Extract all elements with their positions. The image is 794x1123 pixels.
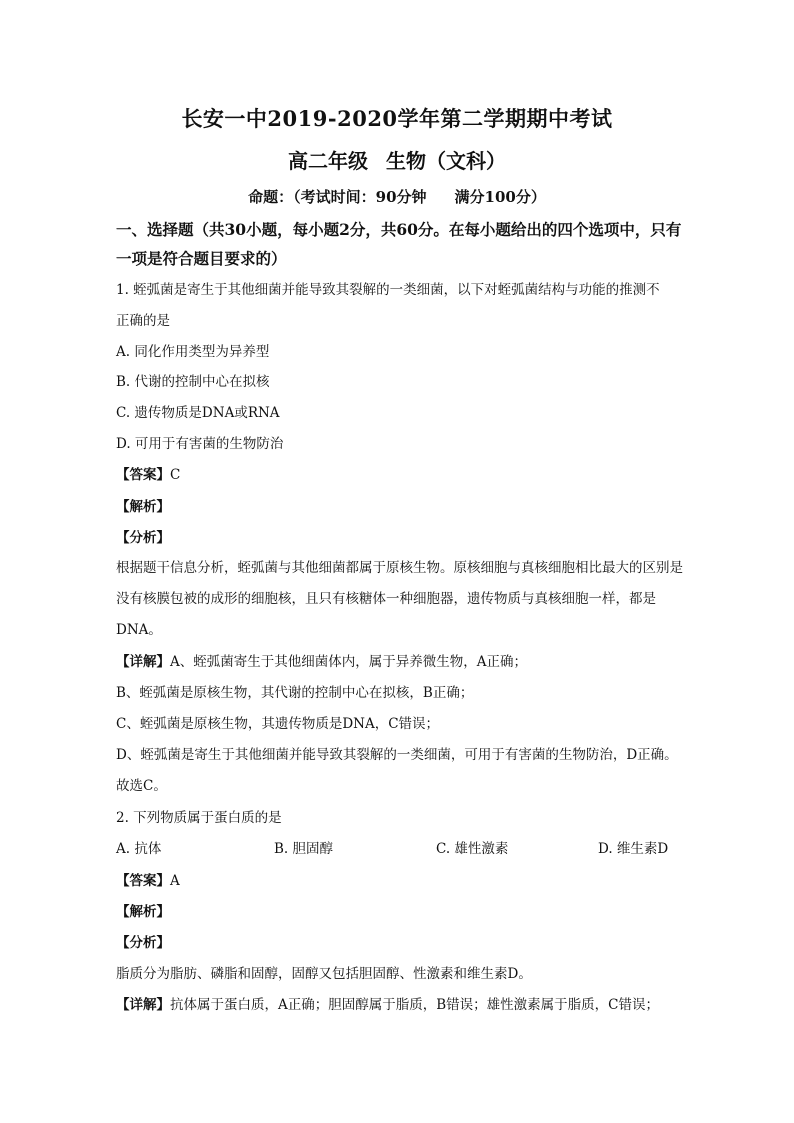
exam-score-info: 满分100分） bbox=[454, 188, 546, 206]
exam-time-info: 命题：（考试时间：90分钟 bbox=[248, 188, 427, 206]
answer-tag: 【答案】 bbox=[116, 467, 170, 483]
q1-stem-line1: 1. 蛭弧菌是寄生于其他细菌并能导致其裂解的一类细菌，以下对蛭弧菌结构与功能的推测不 bbox=[116, 282, 660, 298]
q2-option-d: D. 维生素D bbox=[598, 841, 669, 857]
q2-detail bbox=[116, 995, 659, 1015]
answer-value: A bbox=[170, 873, 180, 889]
q2-option-b: B. 胆固醇 bbox=[274, 841, 334, 857]
q1-detail-a bbox=[116, 652, 527, 672]
q2-fenxi-text: 脂质分为脂肪、磷脂和固醇，固醇又包括胆固醇、性激素和维生素D。 bbox=[116, 966, 532, 982]
q1-fenxi-text: 根据题干信息分析，蛭弧菌与其他细菌都属于原核生物。原核细胞与真核细胞相比最大的区别是没有核膜包被的成形的细胞核，且只有核糖体一种细胞器，遗传物质与真核细胞一样，都是DNA。 bbox=[116, 560, 683, 638]
detail-tag: 【详解】 bbox=[116, 654, 170, 670]
q1-fenxi-tag: 【分析】 bbox=[116, 530, 170, 546]
q1-option-c: C. 遗传物质是DNA或RNA bbox=[116, 405, 280, 421]
q2-option-a: A. 抗体 bbox=[116, 841, 162, 857]
detail-a-text: A、蛭弧菌寄生于其他细菌体内，属于异养微生物，A正确； bbox=[170, 654, 527, 670]
q1-detail-b: B、蛭弧菌是原核生物，其代谢的控制中心在拟核，B正确； bbox=[116, 685, 474, 701]
grade-label: 高二年级 bbox=[288, 149, 368, 173]
q2-stem: 2. 下列物质属于蛋白质的是 bbox=[116, 810, 282, 826]
answer-value: C bbox=[170, 467, 181, 483]
subject-label: 生物（文科） bbox=[386, 149, 506, 173]
q2-analysis-tag: 【解析】 bbox=[116, 904, 170, 920]
q1-detail-d: D、蛭弧菌是寄生于其他细菌并能导致其裂解的一类细菌，可用于有害菌的生物防治，D正确。 bbox=[116, 747, 678, 763]
q2-fenxi-tag: 【分析】 bbox=[116, 935, 170, 951]
q1-option-a: A. 同化作用类型为异养型 bbox=[116, 344, 270, 360]
exam-subtitle bbox=[0, 145, 794, 174]
detail-tag: 【详解】 bbox=[116, 997, 170, 1013]
q2-answer bbox=[116, 871, 180, 891]
q1-option-d: D. 可用于有害菌的生物防治 bbox=[116, 436, 284, 452]
answer-tag: 【答案】 bbox=[116, 873, 170, 889]
q1-stem-line2: 正确的是 bbox=[116, 313, 170, 329]
q1-detail-c: C、蛭弧菌是原核生物，其遗传物质是DNA，C错误； bbox=[116, 716, 440, 732]
q1-analysis-tag: 【解析】 bbox=[116, 499, 170, 515]
section-heading: 一、选择题（共30小题，每小题2分，共60分。在每小题给出的四个选项中，只有一项是符合题目要求的） bbox=[116, 220, 682, 268]
q1-option-b: B. 代谢的控制中心在拟核 bbox=[116, 374, 270, 390]
exam-info bbox=[0, 186, 794, 207]
q1-conclusion: 故选C。 bbox=[116, 778, 167, 794]
q1-answer bbox=[116, 465, 180, 485]
exam-title: 长安一中2019-2020学年第二学期期中考试 bbox=[181, 106, 613, 131]
q2-option-c: C. 雄性激素 bbox=[436, 841, 509, 857]
detail-text: 抗体属于蛋白质，A正确；胆固醇属于脂质，B错误；雄性激素属于脂质，C错误； bbox=[170, 997, 659, 1013]
